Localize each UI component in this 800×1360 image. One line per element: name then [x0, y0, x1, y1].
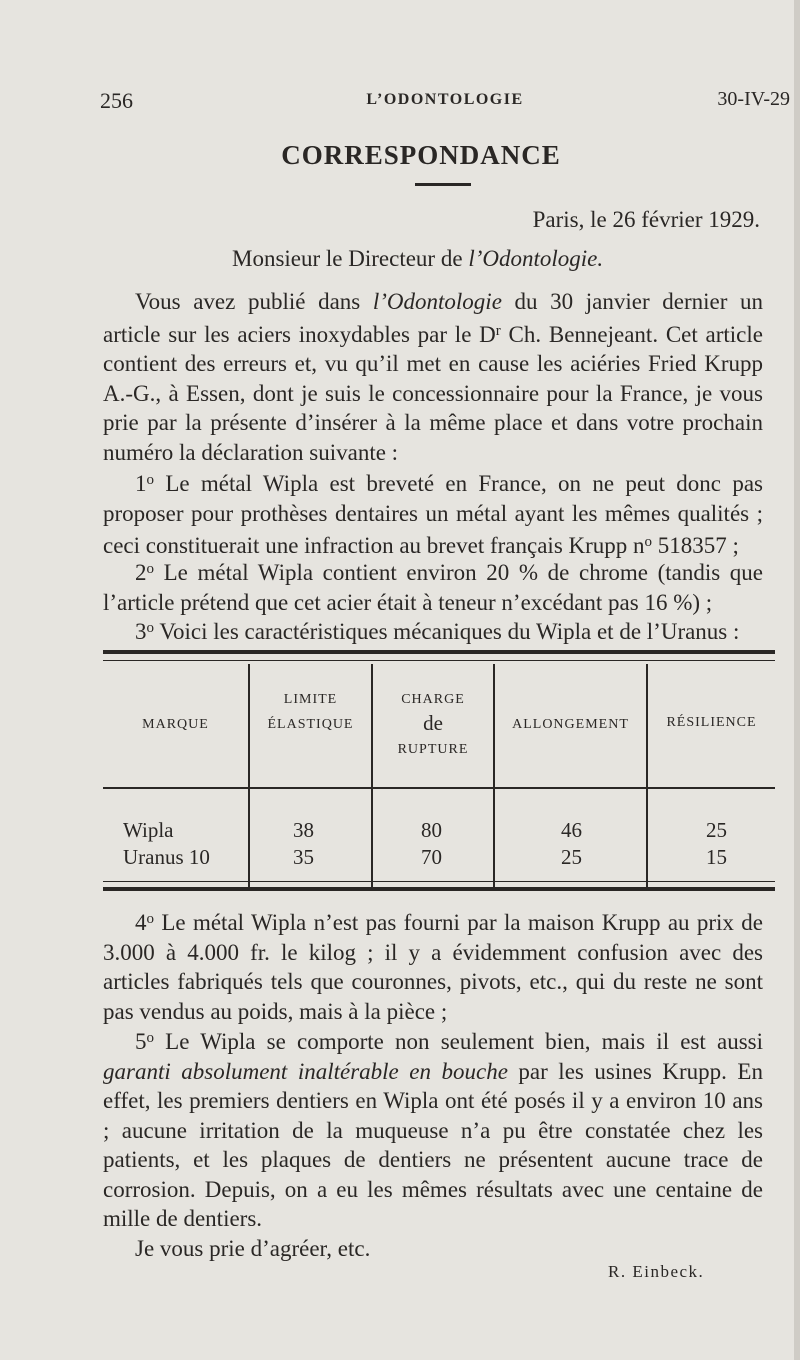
header-charge-3: RUPTURE — [397, 742, 469, 757]
point-4-ordinal: o — [146, 911, 154, 927]
point-3-text: Voici les caractéristiques mécaniques du Wipla et de l’Uranus : — [154, 619, 740, 644]
cell-charge: 70 — [421, 845, 442, 869]
cell-allongement: 25 — [561, 845, 582, 869]
intro-text-1: Vous avez publié dans — [135, 289, 373, 314]
running-header — [100, 88, 790, 116]
salutation-prefix: Monsieur le Directeur de — [232, 246, 469, 271]
point-5-emphasis: garanti absolument inaltérable en bouche — [103, 1058, 508, 1084]
mechanical-properties-table — [103, 650, 775, 895]
cell-allongement: 46 — [561, 818, 582, 842]
table-top-rule — [103, 650, 775, 654]
table-top-rule-thin — [103, 660, 775, 661]
place-date: Paris, le 26 février 1929. — [532, 207, 760, 232]
intro-text-3: Ch. Bennejeant. Cet article contient des erreurs et, vu qu’il met en cause les aciéries Fried Krupp A.-G., à Essen, dont je suis le concessionnaire pour la France, je vous prie par la présente d’insérer à la même place et dans votre prochain numéro la déclaration suivante : — [103, 321, 763, 465]
cell-limite: 38 — [293, 818, 314, 842]
intro-superscript: r — [495, 322, 501, 339]
cell-resilience: 25 — [706, 818, 727, 842]
table-bottom-rule — [103, 887, 775, 891]
point-1-text: Le métal Wipla est breveté en France, on ne peut donc pas proposer pour prothèses dentaires un métal ayant les mêmes qualités ; ceci constituerait une infraction au brevet français Krupp n — [103, 471, 763, 558]
point-5-number: 5 — [135, 1029, 147, 1054]
point-1-no-sup: o — [644, 534, 653, 550]
point-1-number: 1 — [135, 471, 147, 496]
cell-limite: 35 — [293, 845, 314, 869]
point-5 — [103, 1024, 763, 1234]
header-allongement: ALLONGEMENT — [512, 717, 629, 732]
journal-name: L’ODONTOLOGIE — [366, 91, 524, 108]
intro-journal: l’Odontologie — [372, 289, 502, 314]
point-4-text: Le métal Wipla n’est pas fourni par la maison Krupp au prix de 3.000 à 4.000 fr. le kilog ; il y a évidemment confusion avec des articles fabriqués tels que couronnes, pivots, etc., qui du reste ne sont pas vendus au poids, mais à la pièce ; — [103, 910, 763, 1024]
point-3-number: 3 — [135, 619, 147, 644]
issue-date: 30-IV-29 — [717, 88, 790, 110]
page-number: 256 — [100, 88, 133, 113]
header-charge-2: de — [423, 711, 443, 735]
cell-charge: 80 — [421, 818, 442, 842]
point-1 — [103, 466, 763, 561]
salutation — [232, 246, 603, 272]
header-limite-1: LIMITE — [283, 692, 338, 707]
cell-resilience: 15 — [706, 845, 727, 869]
point-3-ordinal: o — [146, 620, 154, 636]
cell-marque: Uranus 10 — [123, 845, 210, 869]
header-resilience: RÉSILIENCE — [666, 715, 757, 730]
header-charge-1: CHARGE — [401, 692, 465, 707]
point-3 — [103, 614, 763, 647]
intro-paragraph — [103, 287, 763, 467]
table-col-divider — [646, 664, 648, 887]
point-1-text-2: 518357 ; — [652, 533, 739, 558]
point-2-number: 2 — [135, 560, 147, 585]
table-col-divider — [493, 664, 495, 887]
point-1-ordinal: o — [146, 472, 154, 488]
point-2-text: Le métal Wipla contient environ 20 % de chrome (tandis que l’article prétend que cet acier était à teneur n’excédant pas 16 %) ; — [103, 560, 763, 615]
point-4-number: 4 — [135, 910, 147, 935]
table-bottom-rule-thin — [103, 881, 775, 882]
signature: R. Einbeck. — [608, 1262, 705, 1281]
cell-marque: Wipla — [123, 818, 174, 842]
header-marque: MARQUE — [142, 717, 209, 732]
page-edge — [794, 0, 800, 1360]
point-2 — [103, 555, 763, 617]
point-4 — [103, 905, 763, 1026]
point-5-text-2: par les usines Krupp. En effet, les premiers dentiers en Wipla ont été posés il y a environ 10 ans ; aucune irritation de la muqueuse n’a pu être constatée chez les patients, et les plaques de dentiers ne présentent aucune trace de corrosion. Depuis, on a eu les mêmes résultats avec une centaine de mille de dentiers. — [103, 1058, 763, 1231]
header-limite-2: ÉLASTIQUE — [267, 717, 354, 732]
point-2-ordinal: o — [146, 561, 154, 577]
salutation-journal: l’Odontologie. — [468, 246, 604, 271]
closing-line: Je vous prie d’agréer, etc. — [135, 1236, 371, 1261]
section-title: CORRESPONDANCE — [281, 140, 561, 170]
title-rule — [415, 183, 471, 186]
table-header-rule — [103, 787, 775, 789]
point-5-text: Le Wipla se comporte non seulement bien, mais il est aussi — [154, 1029, 763, 1054]
intro-text-2: du 30 janvier dernier un article sur les aciers inoxydables par le D — [103, 289, 763, 347]
point-5-ordinal: o — [146, 1030, 154, 1046]
